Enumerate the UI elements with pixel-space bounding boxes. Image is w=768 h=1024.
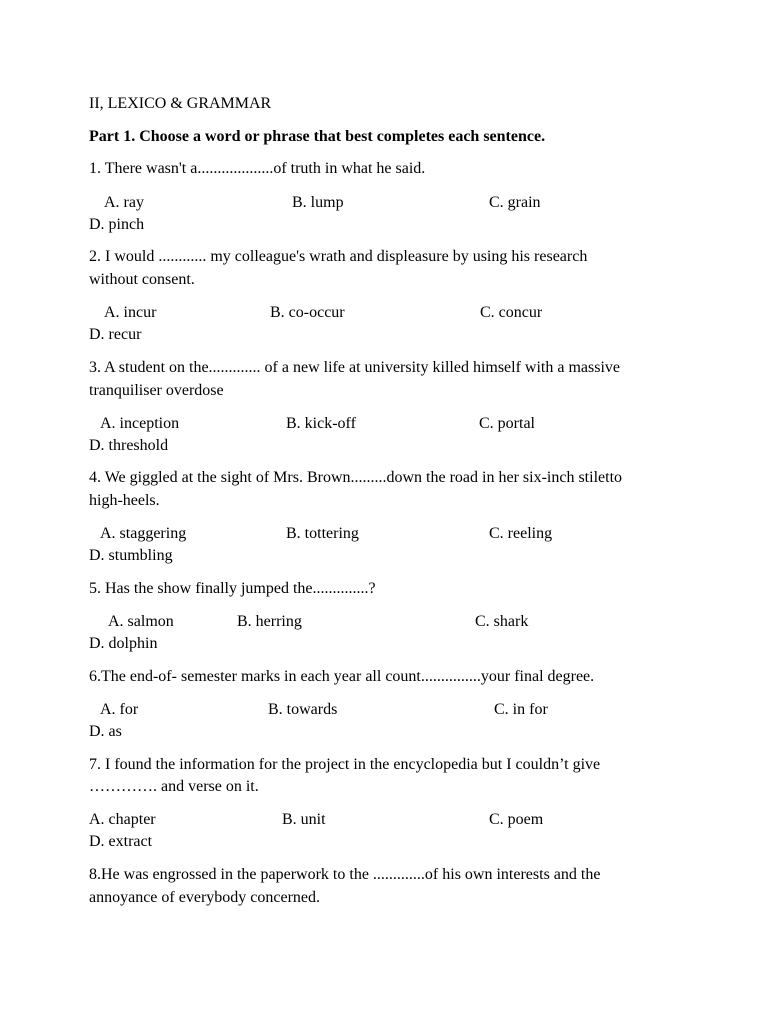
question-text-continued: without consent. [89, 271, 195, 288]
question-text-continued: high-heels. [89, 492, 160, 509]
option-c: C. poem [489, 811, 544, 828]
option-d: D. dolphin [89, 635, 158, 652]
question-text-continued: …………. and verse on it. [89, 778, 259, 795]
question-text: 5. Has the show finally jumped the..............? [89, 580, 376, 597]
section-title: II, LEXICO & GRAMMAR [89, 95, 272, 112]
question-text: 4. We giggled at the sight of Mrs. Brown.........down the road in her six-inch stiletto [89, 469, 623, 486]
option-c: C. concur [480, 304, 543, 321]
option-b: B. lump [292, 194, 344, 211]
option-c: C. portal [479, 415, 535, 432]
option-a: A. for [100, 701, 139, 718]
option-d: D. recur [89, 326, 142, 343]
question-text: 6.The end-of- semester marks in each year all count...............your final degree. [89, 668, 595, 685]
option-a: A. inception [100, 415, 180, 432]
option-d: D. stumbling [89, 547, 173, 564]
option-d: D. extract [89, 833, 153, 850]
option-b: B. unit [282, 811, 326, 828]
part-title: Part 1. Choose a word or phrase that best completes each sentence. [89, 128, 546, 145]
option-c: C. shark [475, 613, 529, 630]
question-text-continued: annoyance of everybody concerned. [89, 889, 320, 906]
option-b: B. herring [237, 613, 302, 630]
option-a: A. staggering [100, 525, 187, 542]
option-d: D. threshold [89, 437, 169, 454]
option-a: A. salmon [108, 613, 174, 630]
question-text: 8.He was engrossed in the paperwork to the .............of his own interests and the [89, 866, 601, 883]
option-c: C. grain [489, 194, 541, 211]
option-d: D. pinch [89, 216, 145, 233]
question-text-continued: tranquiliser overdose [89, 382, 224, 399]
option-b: B. towards [268, 701, 338, 718]
option-a: A. chapter [89, 811, 156, 828]
question-text: 1. There wasn't a...................of truth in what he said. [89, 160, 426, 177]
question-text: 7. I found the information for the project in the encyclopedia but I couldn’t give [89, 756, 601, 773]
option-a: A. incur [104, 304, 157, 321]
question-text: 2. I would ............ my colleague's wrath and displeasure by using his research [89, 248, 588, 265]
option-c: C. reeling [489, 525, 553, 542]
option-a: A. ray [104, 194, 144, 211]
question-text: 3. A student on the............. of a new life at university killed himself with a massive [89, 359, 621, 376]
option-c: C. in for [494, 701, 548, 718]
option-d: D. as [89, 723, 122, 740]
option-b: B. tottering [286, 525, 359, 542]
option-b: B. kick-off [286, 415, 356, 432]
option-b: B. co-occur [270, 304, 345, 321]
